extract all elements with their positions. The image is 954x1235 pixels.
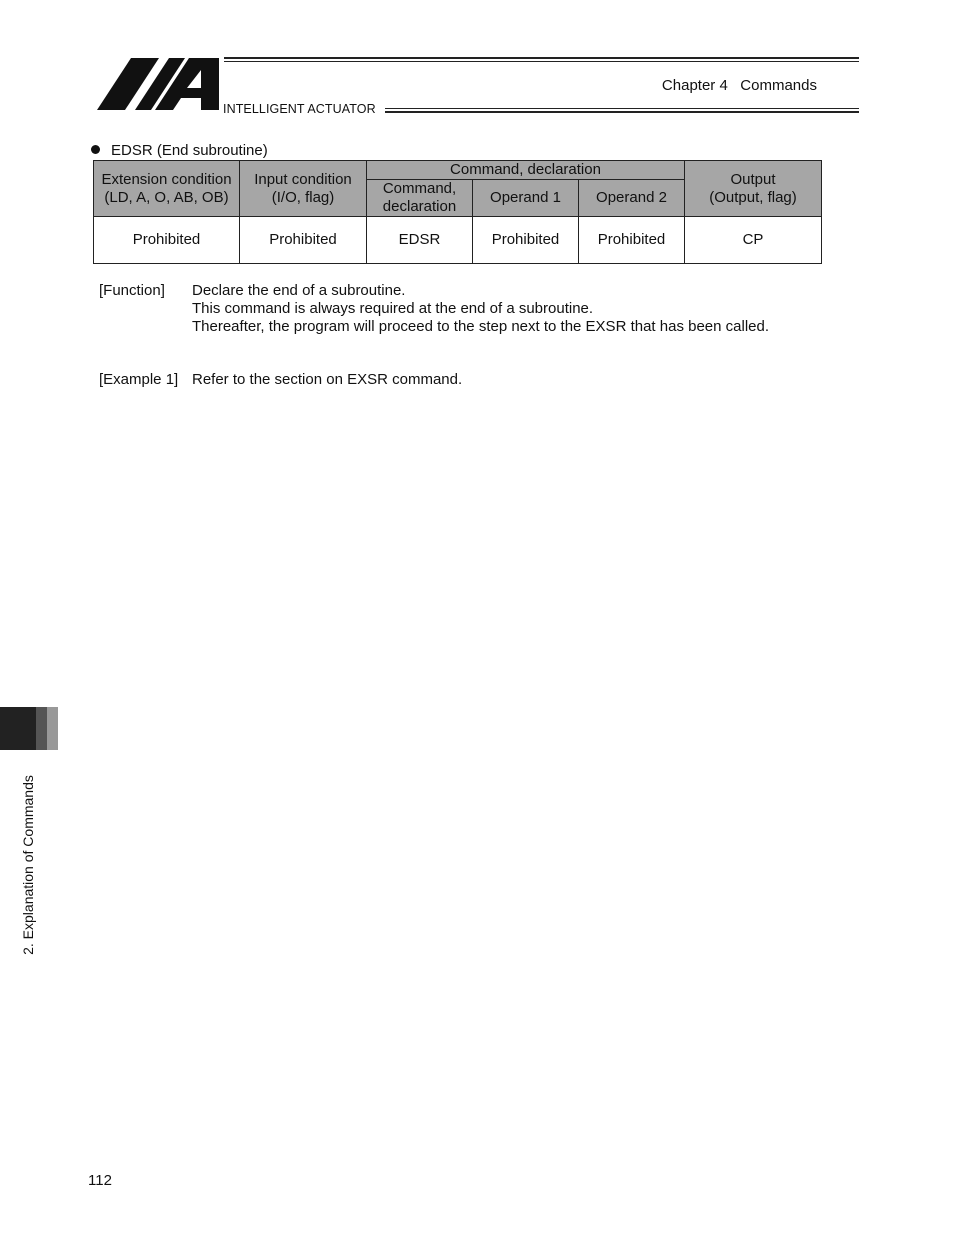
example-label: [Example 1] (99, 371, 179, 388)
header-input-condition: Input condition (I/O, flag) (240, 161, 367, 217)
page-number: 112 (88, 1172, 112, 1189)
function-line-1: Declare the end of a subroutine. (192, 282, 406, 299)
table-row (94, 217, 822, 264)
iai-logo (97, 58, 219, 110)
side-tab-stripe-light (47, 707, 58, 750)
side-tab-label: 2. Explanation of Commands (20, 775, 36, 955)
side-tab-stripe-dark (36, 707, 47, 750)
header-rule-bottom (385, 111, 859, 113)
header-rule-bottom-thin (385, 108, 859, 109)
function-line-2: This command is always required at the end of a subroutine. (192, 300, 594, 317)
chapter-title: Chapter 4 Commands (661, 77, 817, 94)
example-text: Refer to the section on EXSR command. (192, 371, 463, 388)
header-rule-top (224, 57, 859, 59)
bullet-icon (91, 145, 100, 154)
cell-operand-2: Prohibited (579, 217, 685, 264)
function-line-3: Thereafter, the program will proceed to the step next to the EXSR that has been called. (192, 318, 770, 335)
cell-operand-1: Prohibited (473, 217, 579, 264)
cell-extension-condition: Prohibited (94, 217, 240, 264)
function-label: [Function] (99, 282, 165, 299)
section-heading: EDSR (End subroutine) (111, 142, 268, 159)
cell-command: EDSR (367, 217, 473, 264)
header-extension-condition: Extension condition (LD, A, O, AB, OB) (94, 161, 240, 217)
command-table (93, 160, 822, 264)
brand-name: INTELLIGENT ACTUATOR (223, 102, 376, 116)
header-command-declaration: Command, declaration (367, 180, 473, 217)
header-operand-1: Operand 1 (473, 180, 579, 217)
header-operand-2: Operand 2 (579, 180, 685, 217)
header-output: Output (Output, flag) (685, 161, 822, 217)
cell-input-condition: Prohibited (240, 217, 367, 264)
side-tab-block (0, 707, 36, 750)
header-command-declaration-group: Command, declaration (367, 161, 685, 180)
header-rule-top-thin (224, 61, 859, 62)
cell-output: CP (685, 217, 822, 264)
